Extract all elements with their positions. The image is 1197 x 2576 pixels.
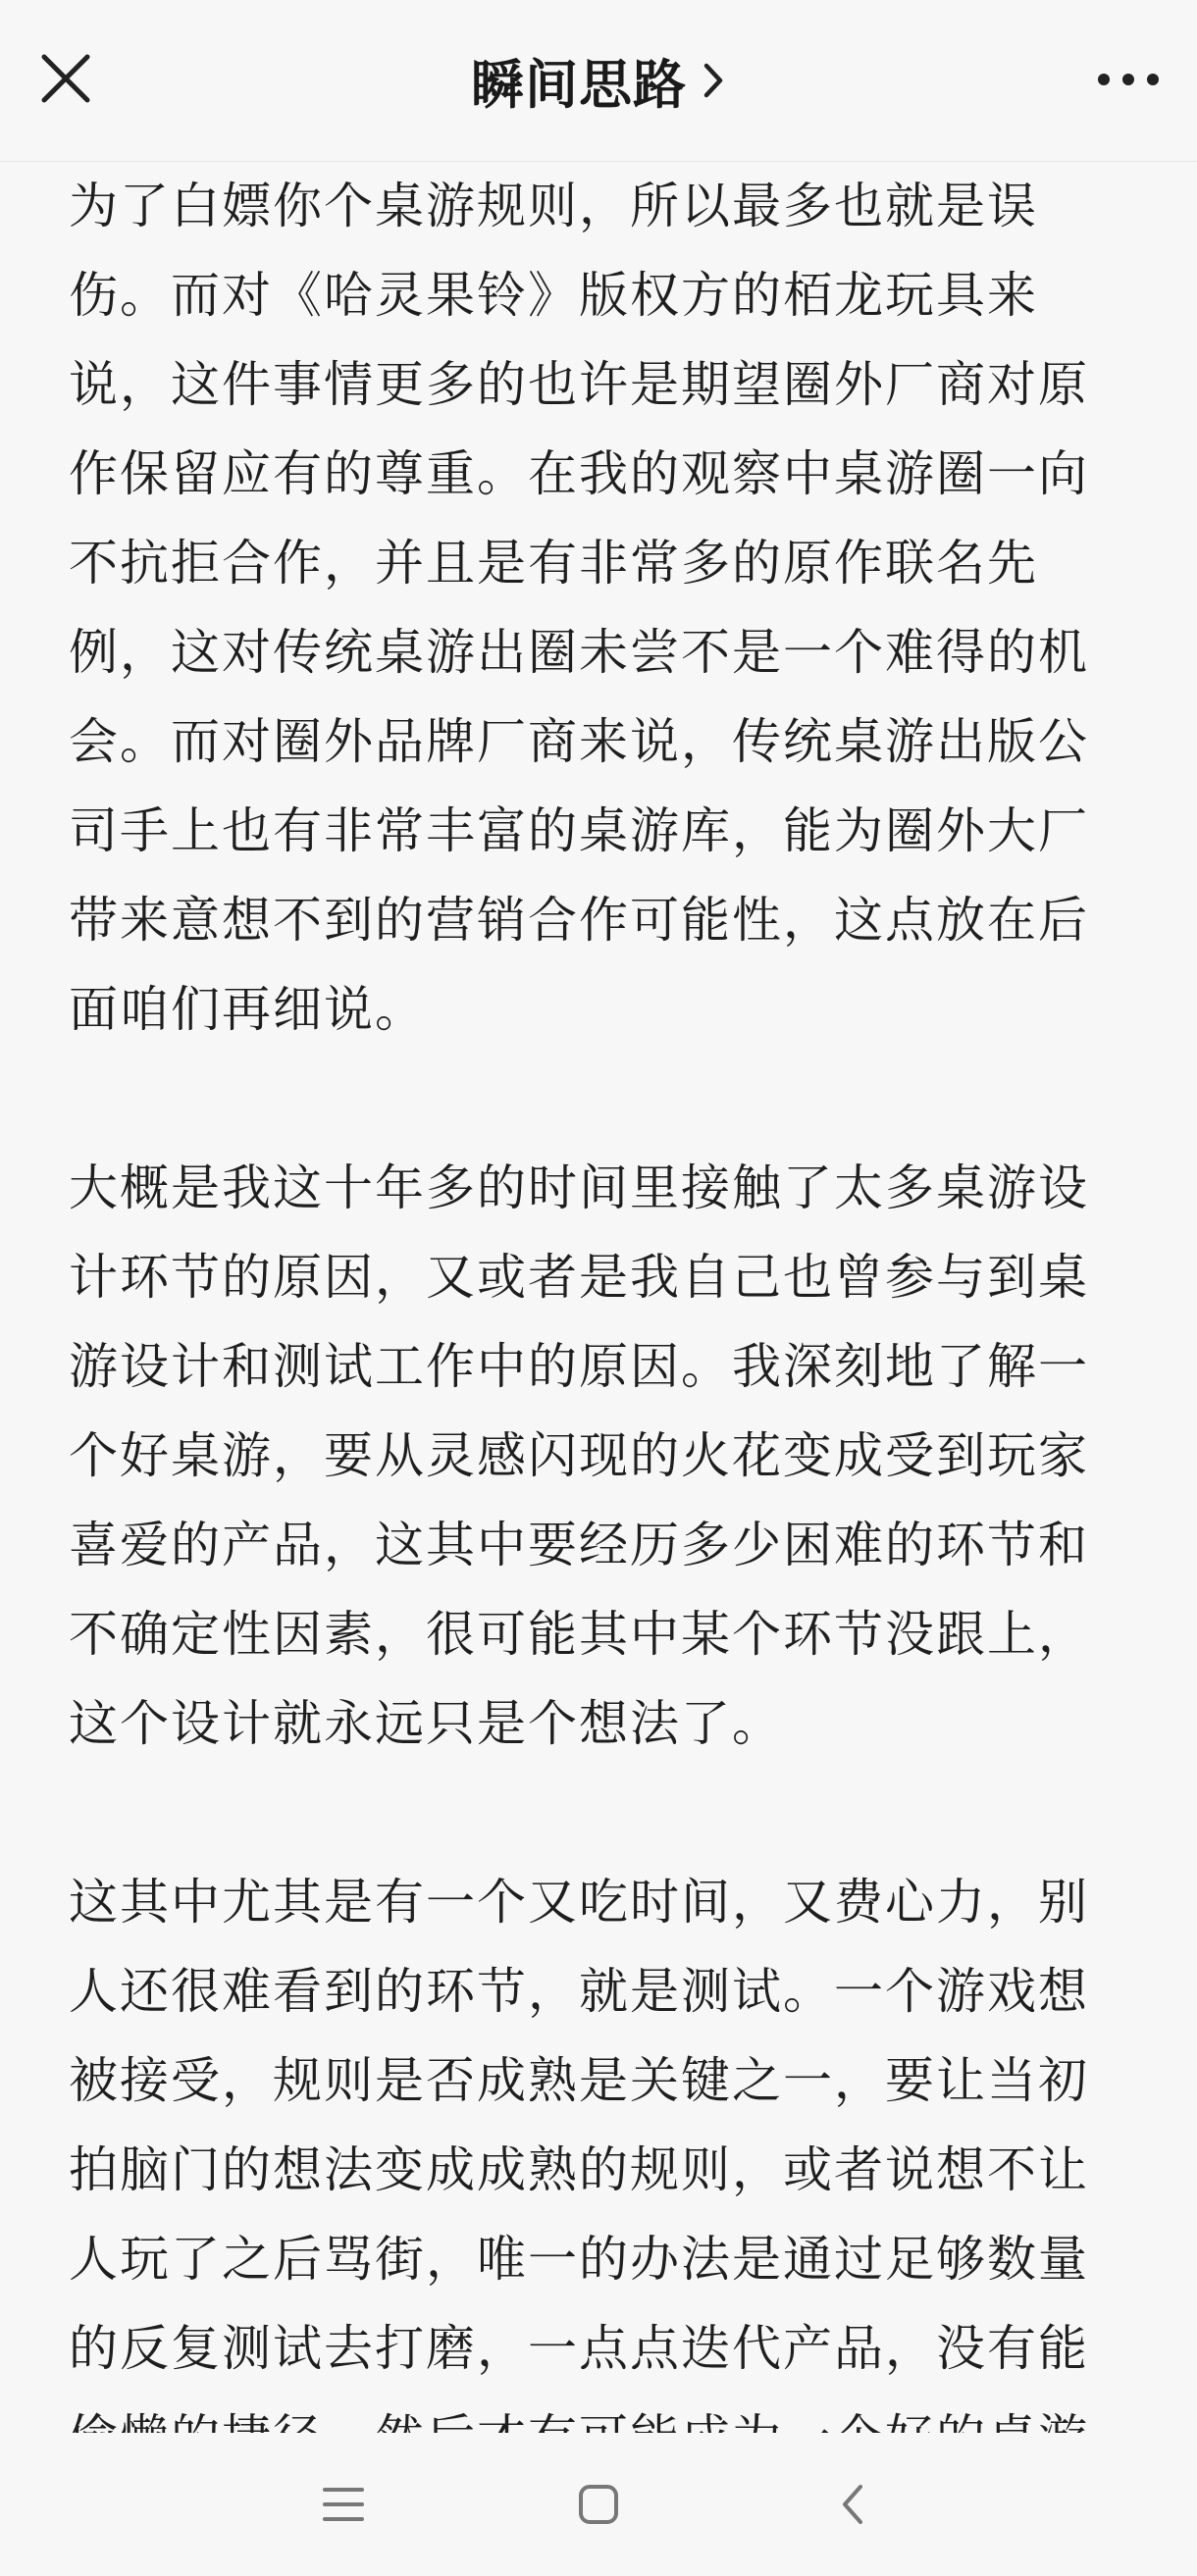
home-square-icon	[577, 2483, 620, 2526]
close-button[interactable]	[34, 47, 97, 110]
menu-icon	[322, 2485, 365, 2524]
more-button[interactable]	[1094, 55, 1163, 104]
chevron-right-icon	[701, 61, 726, 100]
page-title: 瞬间思路	[471, 53, 687, 116]
home-button[interactable]	[554, 2460, 643, 2549]
article-paragraph: 为了白嫖你个桌游规则，所以最多也就是误伤。而对《哈灵果铃》版权方的栢龙玩具来说，这件事情更多的也许是期望圈外厂商对原作保留应有的尊重。在我的观察中桌游圈一向不抗拒合作，并且是有非常多的原作联名先例，这对传统桌游出圈未尝不是一个难得的机会。而对圈外品牌厂商来说，传统桌游出版公司手上也有非常丰富的桌游库，能为圈外大厂带来意想不到的营销合作可能性，这点放在后面咱们再细说。	[69, 178, 1089, 1038]
back-button[interactable]	[809, 2460, 898, 2549]
system-navigation-bar	[0, 2433, 1197, 2576]
recent-apps-button[interactable]	[299, 2460, 388, 2549]
article-paragraph: 这其中尤其是有一个又吃时间，又费心力，别人还很难看到的环节，就是测试。一个游戏想被接受，规则是否成熟是关键之一，要让当初拍脑门的想法变成成熟的规则，或者说想不让人玩了之后骂街，唯一的办法是通过足够数量的反复测试去打磨，一点点迭代产品，没有能	[69, 1874, 1089, 2377]
top-bar	[0, 0, 1197, 162]
account-title-link[interactable]	[471, 43, 726, 119]
more-horizontal-icon	[1097, 73, 1160, 86]
article-paragraph: 大概是我这十年多的时间里接触了太多桌游设计环节的原因，又或者是我自己也曾参与到桌游设计和测试工作中的原因。我深刻地了解一个好桌游，要从灵感闪现的火花变成受到玩家喜爱的产品，这其中要经历多少困难的环节和不确定性因素，很可能其中某个环节没跟上，这个设计就永远只是个想法了。	[69, 1159, 1089, 1752]
close-icon	[40, 53, 91, 104]
article-body[interactable]	[69, 162, 1138, 2433]
back-chevron-icon	[839, 2483, 868, 2526]
